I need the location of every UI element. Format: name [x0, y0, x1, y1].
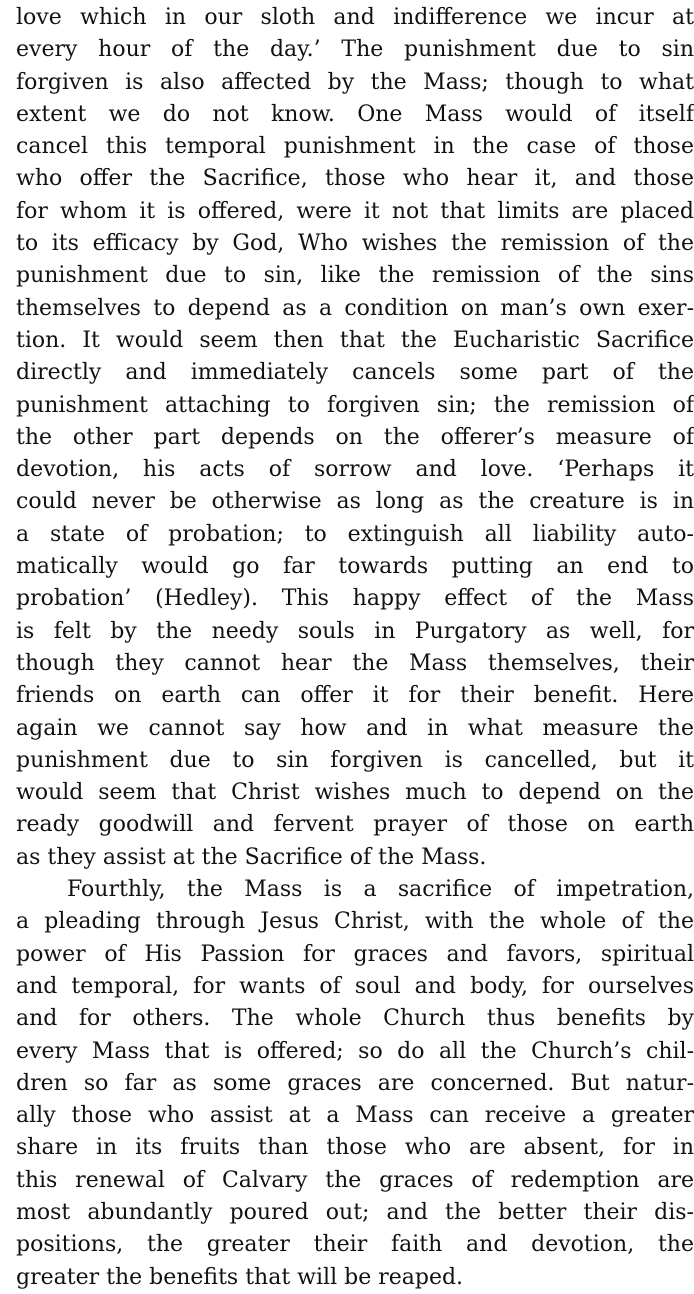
- text-line: this renewal of Calvary the graces of redemption are: [16, 1167, 694, 1193]
- text-line: extent we do not know. One Mass would of itself: [16, 101, 694, 127]
- text-line: devotion, his acts of sorrow and love. ‘Perhaps it: [16, 457, 694, 483]
- text-line: dren so far as some graces are concerned. But natur-: [16, 1070, 694, 1096]
- text-line: cancel this temporal punishment in the case of those: [16, 134, 694, 160]
- text-line: love which in our sloth and indifference we incur at: [16, 5, 694, 30]
- text-line: a state of probation; to extinguish all liability auto-: [16, 521, 694, 547]
- text-line: directly and immediately cancels some part of the: [16, 360, 694, 386]
- text-line: most abundantly poured out; and the better their dis-: [16, 1199, 694, 1225]
- text-line: punishment due to sin forgiven is cancelled, but it: [16, 747, 694, 773]
- text-line: punishment due to sin, like the remission of the sins: [16, 263, 694, 289]
- text-line: and temporal, for wants of soul and body, for ourselves: [16, 973, 694, 999]
- text-line: friends on earth can offer it for their benefit. Here: [16, 683, 694, 709]
- text-line: every Mass that is offered; so do all the Church’s chil-: [16, 1038, 694, 1064]
- text-line: power of His Passion for graces and favors, spiritual: [16, 941, 694, 967]
- text-line: ready goodwill and fervent prayer of those on earth: [16, 812, 694, 838]
- paragraph-2: [16, 874, 694, 1294]
- text-line: forgiven is also affected by the Mass; though to what: [16, 69, 694, 95]
- text-line: a pleading through Jesus Christ, with the whole of the: [16, 909, 694, 935]
- text-line: could never be otherwise as long as the creature is in: [16, 489, 694, 515]
- text-line: probation’ (Hedley). This happy effect of the Mass: [16, 586, 694, 612]
- text-line: as they assist at the Sacrifice of the Mass.: [16, 844, 487, 870]
- text-line: tion. It would seem then that the Eucharistic Sacrifice: [16, 327, 694, 353]
- text-line: to its efficacy by God, Who wishes the remission of the: [16, 231, 694, 257]
- text-line: though they cannot hear the Mass themselves, their: [16, 650, 694, 676]
- text-line: matically would go far towards putting an end to: [16, 554, 694, 580]
- text-line: every hour of the day.’ The punishment due to sin: [16, 37, 694, 63]
- text-line: punishment attaching to forgiven sin; the remission of: [16, 392, 694, 418]
- text-line: is felt by the needy souls in Purgatory as well, for: [16, 618, 694, 644]
- text-line: who offer the Sacrifice, those who hear it, and those: [16, 166, 694, 192]
- text-line: would seem that Christ wishes much to depend on the: [16, 780, 694, 806]
- paragraph-1: [16, 2, 694, 874]
- text-line: for whom it is offered, were it not that limits are placed: [16, 198, 694, 224]
- text-line: ally those who assist at a Mass can receive a greater: [16, 1103, 694, 1129]
- text-line: positions, the greater their faith and devotion, the: [16, 1232, 694, 1258]
- text-line: again we cannot say how and in what measure the: [16, 715, 694, 741]
- text-line: the other part depends on the offerer’s measure of: [16, 424, 694, 450]
- text-line: greater the benefits that will be reaped.: [16, 1264, 464, 1290]
- text-line: Fourthly, the Mass is a sacrifice of impetration,: [67, 877, 694, 903]
- text-line: and for others. The whole Church thus benefits by: [16, 1006, 694, 1032]
- text-line: share in its fruits than those who are absent, for in: [16, 1135, 694, 1161]
- text-line: themselves to depend as a condition on man’s own exer-: [16, 295, 694, 321]
